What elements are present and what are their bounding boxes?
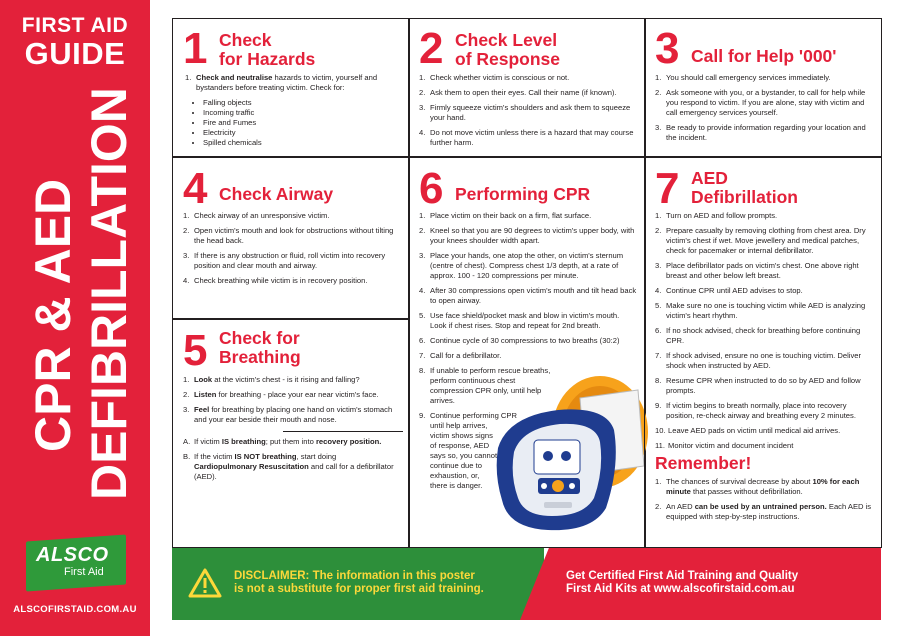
step-6-title: Performing CPR xyxy=(455,184,591,204)
list-item: 2. Ask them to open their eyes. Call their name (if known). xyxy=(419,88,617,97)
step-1-panel xyxy=(172,18,410,158)
list-item: • Spilled chemicals xyxy=(203,138,401,148)
list-item: 2. An AED can be used by an untrained person. Each AED is equipped with step-by-step instructions. xyxy=(655,502,872,521)
list-item: 1. Check whether victim is conscious or not. xyxy=(419,73,570,82)
step-7-number: 7 xyxy=(655,164,680,213)
logo-name: ALSCO xyxy=(36,544,109,566)
list-item: 7. Call for a defibrillator. xyxy=(419,351,502,360)
list-item: 3. Place your hands, one atop the other, on victim's sternum (centre of chest). Compress chest 1/3 depth, at a rate of approx. 100 - 120 compressions per minute. xyxy=(419,251,624,280)
step-2-panel xyxy=(408,18,646,158)
cta-url-link[interactable]: www.alscofirstaid.com.au xyxy=(653,583,795,595)
remember-title: Remember! xyxy=(655,453,752,473)
list-item: 4. Continue CPR until AED advises to stop. xyxy=(655,286,803,295)
alsco-logo xyxy=(26,538,126,588)
step-5-panel xyxy=(172,318,410,548)
list-item: 4. After 30 compressions open victim's mouth and tilt head back to open airway. xyxy=(419,286,637,305)
list-item: 1. Check and neutralise hazards to victim, yourself and bystanders before treating victim. Check for: xyxy=(185,73,378,92)
aed-device-icon xyxy=(488,370,648,536)
list-item: B. If the victim IS NOT breathing, start doing Cardiopulmonary Resuscitation and call for a defibrillator (AED). xyxy=(183,452,394,481)
step-7-title-line1: AED xyxy=(691,168,728,188)
logo-subtitle: First Aid xyxy=(64,566,104,578)
step-1-title-line2: for Hazards xyxy=(219,49,316,69)
list-item: 2. Listen for breathing - place your ear near victim's face. xyxy=(183,390,379,399)
list-item: 3. Firmly squeeze victim's shoulders and ask them to squeeze your hand. xyxy=(419,103,631,122)
list-item: • Fire and Fumes xyxy=(203,118,401,128)
step-1-title-line1: Check xyxy=(219,30,272,50)
list-item: 9. Continue performing CPR until help arrives, victim shows signs of response, AED says so, you cannot continue due to exhaustion, or, there is danger. xyxy=(419,411,517,490)
step-4-list xyxy=(183,211,401,291)
vertical-title-line1: CPR & AED xyxy=(25,178,81,452)
list-item: • Incoming traffic xyxy=(203,108,401,118)
step-5-outcomes xyxy=(183,437,401,487)
list-item: 1. The chances of survival decrease by about 10% for each minute that passes without defibrillation. xyxy=(655,477,860,496)
cta-text: Get Certified First Aid Training and Quality First Aid Kits at www.alscofirstaid.com.au xyxy=(566,570,799,595)
list-item: 2. Prepare casualty by removing clothing from chest area. Dry victim's chest if wet. Move jewellery and medical patches, check for pacemaker or internal defibrillator. xyxy=(655,226,866,255)
step-7-panel xyxy=(644,156,882,548)
list-item: 6. If no shock advised, check for breathing before continuing CPR. xyxy=(655,326,861,345)
step-5-title-line1: Check for xyxy=(219,328,300,348)
list-item: 11. Monitor victim and document incident xyxy=(655,441,794,450)
step-7-list xyxy=(655,211,875,456)
step-4-number: 4 xyxy=(183,164,208,213)
sidebar xyxy=(0,0,150,636)
step-6-number: 6 xyxy=(419,164,444,213)
list-item: 6. Continue cycle of 30 compressions to two breaths (30:2) xyxy=(419,336,620,345)
list-item: 1. Check airway of an unresponsive victim. xyxy=(183,211,330,220)
list-item: 10. Leave AED pads on victim until medical aid arrives. xyxy=(655,426,841,435)
list-item: 3. Feel for breathing by placing one hand on victim's stomach and your ear beside their mouth and nose. xyxy=(183,405,393,424)
step-5-title-line2: Breathing xyxy=(219,347,301,367)
remember-list xyxy=(655,477,875,527)
list-item: 5. Make sure no one is touching victim while AED is analyzing victim's heart rhythm. xyxy=(655,301,866,320)
list-item: A. If victim IS breathing; put them into recovery position. xyxy=(183,437,382,446)
step-2-number: 2 xyxy=(419,24,444,73)
list-item: 3. Be ready to provide information regarding your location and the incident. xyxy=(655,123,866,142)
list-item: 2. Kneel so that you are 90 degrees to victim's upper body, with your knees shoulder width apart. xyxy=(419,226,635,245)
step-3-panel xyxy=(644,18,882,158)
list-item: 1. Turn on AED and follow prompts. xyxy=(655,211,778,220)
list-item: • Electricity xyxy=(203,128,401,138)
step-5-list xyxy=(183,375,401,430)
list-item: 3. Place defibrillator pads on victim's chest. One above right breast and other below left breast. xyxy=(655,261,859,280)
step-2-list xyxy=(419,73,637,153)
list-item: 9. If victim begins to breath normally, place into recovery position, re-check airway and breathing every 2 minutes. xyxy=(655,401,856,420)
list-item: 4. Check breathing while victim is in recovery position. xyxy=(183,276,368,285)
sidebar-url[interactable]: ALSCOFIRSTAID.COM.AU xyxy=(13,604,137,615)
vertical-title-line2: DEFIBRILLATION xyxy=(81,87,137,500)
step-4-panel xyxy=(172,156,410,320)
list-item: 2. Ask someone with you, or a bystander, to call for help while you respond to victim. If you are alone, stay with victim and call emergency services yourself. xyxy=(655,88,866,117)
list-item: 8. Resume CPR when instructed to do so by AED and follow prompts. xyxy=(655,376,861,395)
list-item: 5. Use face shield/pocket mask and blow in victim's mouth. Look if chest rises. Stop and repeat for 2nd breath. xyxy=(419,311,620,330)
hazard-bullets xyxy=(203,98,401,148)
step-4-title: Check Airway xyxy=(219,184,334,204)
list-item: 1. Place victim on their back on a firm, flat surface. xyxy=(419,211,592,220)
step-1-list xyxy=(185,73,401,148)
step-2-title-line1: Check Level xyxy=(455,30,558,50)
list-item: 1. Look at the victim's chest - is it rising and falling? xyxy=(183,375,360,384)
list-item: 1. You should call emergency services immediately. xyxy=(655,73,831,82)
list-item: 3. If there is any obstruction or fluid, roll victim into recovery position and clear mouth and airway. xyxy=(183,251,386,270)
list-item: 8. If unable to perform rescue breaths, perform continuous chest compression CPR only, until help arrives. xyxy=(419,366,551,405)
step-1-number: 1 xyxy=(183,24,208,73)
sidebar-title-line1: FIRST AID xyxy=(21,14,129,37)
list-item: 7. If shock advised, ensure no one is touching victim. Deliver shock when instructed by AED. xyxy=(655,351,862,370)
divider xyxy=(283,431,403,432)
list-item: 4. Do not move victim unless there is a hazard that may course further harm. xyxy=(419,128,634,147)
step-3-list xyxy=(655,73,873,148)
step-2-title-line2: of Response xyxy=(455,49,561,69)
warning-icon xyxy=(188,568,222,598)
step-3-title: Call for Help '000' xyxy=(691,46,837,66)
list-item: • Falling objects xyxy=(203,98,401,108)
step-3-number: 3 xyxy=(655,24,680,73)
sidebar-title-line2: GUIDE xyxy=(24,36,126,71)
list-item: 2. Open victim's mouth and look for obstructions without tilting the head back. xyxy=(183,226,394,245)
step-7-title-line2: Defibrillation xyxy=(691,187,798,207)
disclaimer-text: DISCLAIMER: The information in this poster is not a substitute for proper first aid training. xyxy=(234,570,484,595)
step-5-number: 5 xyxy=(183,326,208,375)
